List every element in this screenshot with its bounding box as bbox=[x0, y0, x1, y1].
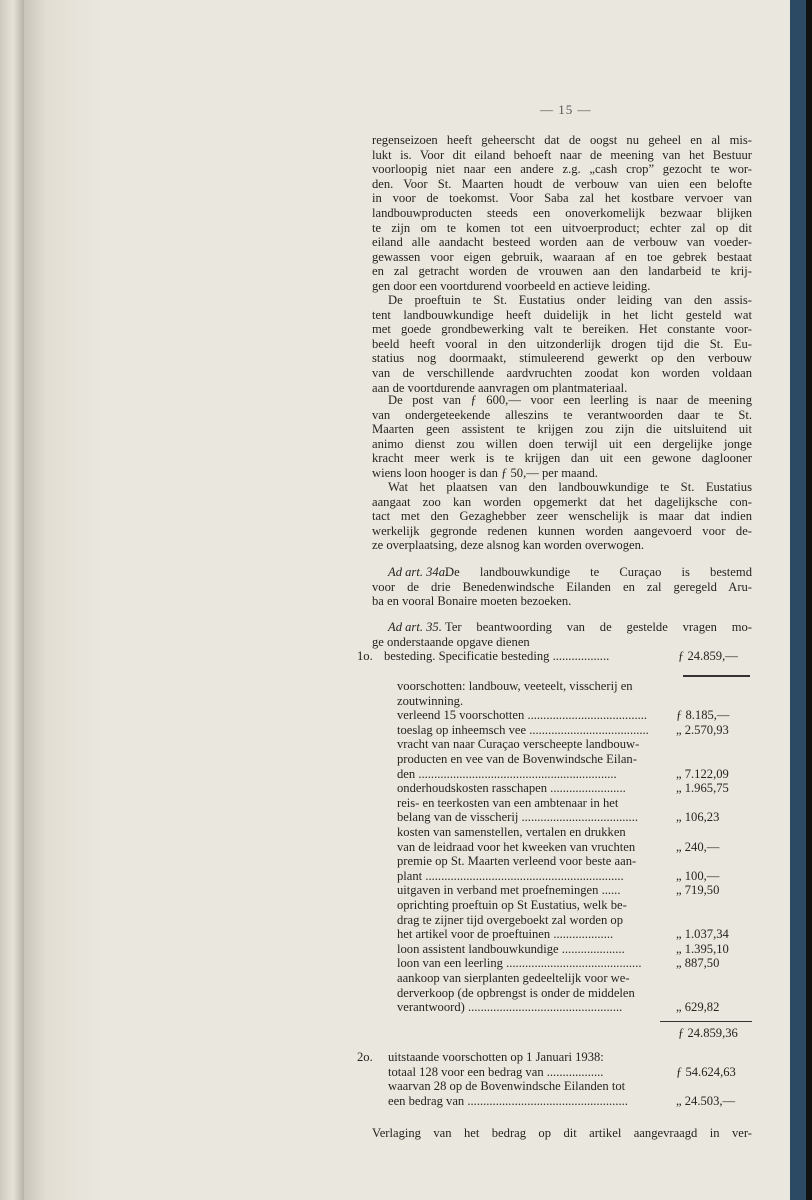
spec-row-text: producten en vee van de Bovenwindsche Eilan- bbox=[397, 752, 637, 766]
spec-row-text: verleend 15 voorschotten ...................................... bbox=[397, 708, 648, 723]
item2-line: een bedrag van ................................................... bbox=[388, 1093, 628, 1108]
spec-row-amount: „ 1.395,10 bbox=[676, 941, 729, 956]
para3-line: Maarten geen assistent te krijgen zou zijn die uitsluitend uit bbox=[372, 422, 752, 437]
para1-line: en zal getracht worden de vrouwen aan den landarbeid te krij- bbox=[372, 264, 752, 279]
spec-row-amount: „ 2.570,93 bbox=[676, 722, 729, 737]
spec-total: ƒ 24.859,36 bbox=[678, 1026, 738, 1040]
para1-line: eiland alle aandacht besteed worden aan de verbouw van voeder- bbox=[372, 235, 752, 250]
para4-line: aangaat zoo kan worden opgemerkt dat het dagelijksche con- bbox=[372, 494, 752, 509]
left-page-edge bbox=[0, 0, 24, 1200]
item2-amount: „ 24.503,— bbox=[676, 1093, 736, 1108]
para1-line: lukt is. Voor dit eiland behoeft naar de meening van het Bestuur bbox=[372, 147, 752, 162]
spec-row-amount: „ 629,82 bbox=[676, 1000, 720, 1015]
para1-line: landbouwproducten steeds een onoverkomelijk bezwaar blijken bbox=[372, 206, 752, 220]
item2-number: 2o. bbox=[357, 1050, 373, 1064]
spec-row-text: vracht van naar Curaçao verscheepte landbouw- bbox=[397, 737, 640, 752]
spec-row-text: reis- en teerkosten van een ambtenaar in het bbox=[397, 795, 619, 810]
para3-line: kracht meer werk is te krijgen dan uit een gewone daglooner bbox=[372, 451, 752, 466]
art35-line: ge onderstaande opgave dienen bbox=[372, 634, 530, 649]
spec-row-text: uitgaven in verband met proefnemingen ...... bbox=[397, 883, 621, 898]
spec-row-text: van de leidraad voor het kweeken van vruchten bbox=[397, 839, 636, 854]
para1-line: in voor de toekomst. Voor Saba zal het kostbare vervoer van bbox=[372, 191, 752, 206]
spec-row-text: zoutwinning. bbox=[397, 693, 464, 708]
spec-row-text: toeslag op inheemsch vee ...................................... bbox=[397, 722, 649, 737]
spec-row-text: oprichting proeftuin op St Eustatius, welk be- bbox=[397, 898, 627, 912]
para4-line: werkelijk gegronde redenen kunnen worden aangevoerd voor de- bbox=[372, 523, 752, 538]
para1-line: regenseizoen heeft geheerscht dat de oogst nu geheel en al mis- bbox=[372, 133, 752, 147]
spec-row-amount: „ 7.122,09 bbox=[676, 766, 729, 781]
spec-row-amount: „ 106,23 bbox=[676, 810, 720, 825]
item1-text: besteding. Specificatie besteding .................. bbox=[384, 649, 610, 664]
spec-row-amount: „ 1.037,34 bbox=[676, 927, 729, 942]
spec-row-amount: „ 887,50 bbox=[676, 956, 720, 971]
spec-row-text: belang van de visscherij ..................................... bbox=[397, 810, 638, 825]
para4-line: tact met den Gezaghebber zeer wenschelijk is maar dat indien bbox=[372, 509, 752, 524]
spec-row-text: loon assistent landbouwkundige .................... bbox=[397, 941, 625, 956]
item2-line: totaal 128 voor een bedrag van .................. bbox=[388, 1064, 604, 1079]
spec-row-text: verantwoord) ................................................. bbox=[397, 1000, 623, 1015]
item1-number: 1o. bbox=[357, 649, 373, 664]
spec-row-text: onderhoudskosten rasschapen ........................ bbox=[397, 781, 626, 796]
para1-line: den. Voor St. Maarten houdt de verbouw van uien een belofte bbox=[372, 176, 752, 191]
spec-row-amount: „ 100,— bbox=[676, 868, 720, 883]
para2-line: tent landbouwkundige heeft duidelijk in het licht gesteld wat bbox=[372, 307, 752, 322]
spec-row-text: drag te zijner tijd overgeboekt zal worden op bbox=[397, 912, 624, 927]
spec-row-amount: „ 719,50 bbox=[676, 883, 720, 898]
scan-border bbox=[806, 0, 812, 1200]
para1-line: gewassen voor eigen gebruik, waaraan af en toe gebrek bestaat bbox=[372, 249, 752, 264]
para3-line: animo dienst zou willen doen terwijl uit een dergelijke jonge bbox=[372, 436, 752, 451]
art34-label: Ad art. 34a. bbox=[388, 565, 449, 579]
spec-row-amount: „ 1.965,75 bbox=[676, 781, 729, 796]
page-number: — 15 — bbox=[540, 102, 592, 117]
spec-row-amount: „ 240,— bbox=[676, 839, 720, 854]
para2-line: statius nog doormaakt, stimuleerend gewerkt op den verbouw bbox=[372, 351, 752, 366]
art34-line: De landbouwkundige te Curaçao is bestemd bbox=[445, 565, 752, 579]
spec-row-text: plant ............................................................... bbox=[397, 868, 624, 883]
spec-row-text: voorschotten: landbouw, veeteelt, visscherij en bbox=[397, 679, 633, 693]
spec-row-text: derverkoop (de opbrengst is onder de middelen bbox=[397, 985, 635, 1000]
item2-line: waarvan 28 op de Bovenwindsche Eilanden tot bbox=[388, 1079, 626, 1094]
art34-line: ba en vooral Bonaire moeten bezoeken. bbox=[372, 594, 572, 609]
spec-row-text: aankoop van sierplanten gedeeltelijk voor we- bbox=[397, 971, 630, 985]
item2-line: uitstaande voorschotten op 1 Januari 1938: bbox=[388, 1050, 604, 1064]
para1-line: voorloopig niet naar een andere z.g. „cash crop” gezocht te wor- bbox=[372, 162, 752, 177]
art35-label: Ad art. 35. bbox=[388, 620, 442, 634]
subtotal-rule bbox=[660, 1021, 752, 1022]
para2-line: van de verschillende aardvruchten zoodat kon worden voldaan bbox=[372, 366, 752, 380]
para4-line: Wat het plaatsen van den landbouwkundige te St. Eustatius bbox=[388, 480, 752, 494]
spec-row-text: kosten van samenstellen, vertalen en drukken bbox=[397, 825, 626, 839]
para2-line: De proeftuin te St. Eustatius onder leiding van den assis- bbox=[388, 293, 752, 307]
para1-line: gen door een voortdurend voorbeeld en actieve leiding. bbox=[372, 279, 651, 293]
spec-row-text: den ............................................................... bbox=[397, 766, 617, 781]
spec-row-text: premie op St. Maarten verleend voor beste aan- bbox=[397, 854, 637, 869]
closing-line: Verlaging van het bedrag op dit artikel aangevraagd in ver- bbox=[372, 1126, 752, 1140]
para3-line: De post van ƒ 600,— voor een leerling is naar de meening bbox=[388, 393, 752, 407]
spec-row-amount: ƒ 8.185,— bbox=[676, 708, 730, 723]
para2-line: aan de voortdurende aanvragen om plantmateriaal. bbox=[372, 380, 628, 395]
spec-row-text: loon van een leerling ........................................... bbox=[397, 956, 642, 971]
para3-line: wiens loon hooger is dan ƒ 50,— per maand. bbox=[372, 466, 598, 480]
art34-line: voor de drie Benedenwindsche Eilanden en zal geregeld Aru- bbox=[372, 579, 752, 594]
para4-line: ze overplaatsing, deze alsnog kan worden overwogen. bbox=[372, 538, 645, 553]
total-double-rule bbox=[683, 675, 750, 677]
art35-line: Ter beantwoording van de gestelde vragen mo- bbox=[445, 620, 752, 634]
para1-line: te zijn om te komen tot een uitvoerproduct; echter zal op dit bbox=[372, 220, 752, 235]
para3-line: van ondergeteekende alleszins te verantwoorden daar te St. bbox=[372, 407, 752, 422]
para2-line: met goede grondbewerking valt te bereiken. Het constante voor- bbox=[372, 322, 752, 337]
item1-amount: ƒ 24.859,— bbox=[678, 649, 738, 664]
item2-amount: ƒ 54.624,63 bbox=[676, 1064, 736, 1079]
spec-row-text: het artikel voor de proeftuinen ................... bbox=[397, 927, 614, 942]
para2-line: beeld heeft vooral in den uitzonderlijk drogen tijd die St. Eu- bbox=[372, 336, 752, 351]
